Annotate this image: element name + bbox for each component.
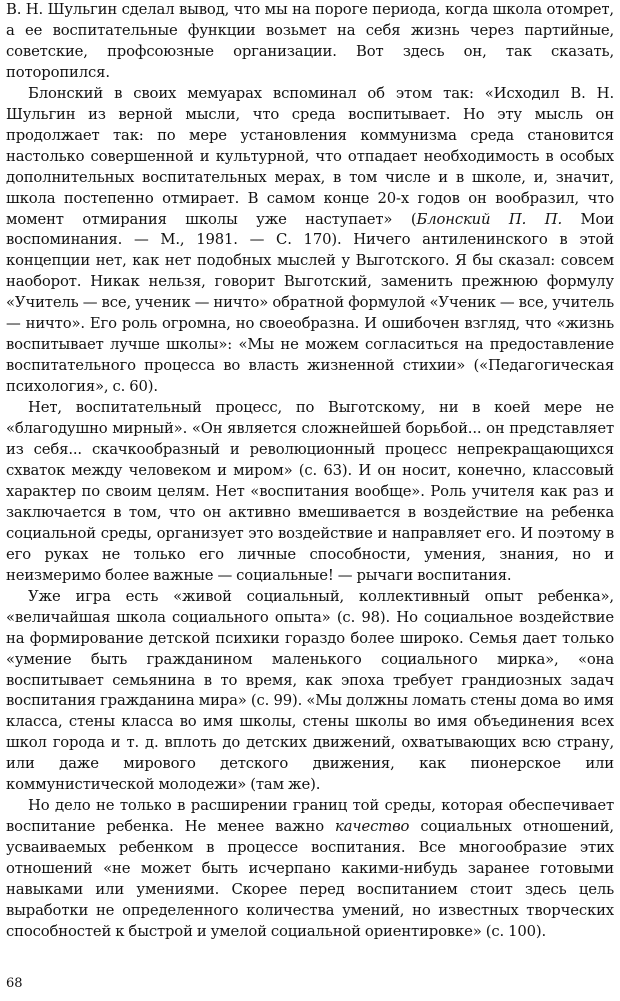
text-segment: Но дело не только в расширении границ той среды, которая обеспечивает воспитание ребенка. Не менее важно	[6, 797, 614, 836]
page-number: 68	[6, 976, 23, 991]
text-segment: Нет, воспитательный процесс, по Выготскому, ни в коей мере не «благодушно мирный». «Он является сложнейшей борьбой... он представляет из себя... скачкообразный и революционный процесс непрекращающихся схваток между человеком и миром» (с. 63). И он носит, конечно, классовый характер по своим целям. Нет «воспитания вообще». Роль учителя как раз и заключается в том, что он активно вмешивается в воздействие на ребенка социальной среды, организует это воздействие и направляет его. И поэтому в его руках не только его личные способности, умения, знания, но и неизмеримо более важные — социальные! — рычаги воспитания.	[6, 399, 614, 584]
italic-text-segment: Блонский П. П.	[416, 210, 563, 228]
paragraph	[6, 587, 614, 797]
paragraph	[6, 398, 614, 587]
body-text	[6, 0, 614, 943]
italic-text-segment: качество	[335, 818, 410, 836]
text-segment: социальных отношений, усваиваемых ребенком в процессе воспитания. Все многообразие этих отношений «не может быть исчерпано какими-нибудь заранее готовыми навыками или умениями. Скорее перед воспитанием стоит здесь цель выработки не определенного количества умений, но известных творческих способностей к быстрой и умелой социальной ориентировке» (с. 100).	[6, 818, 614, 940]
text-segment: Мои воспоминания. — М., 1981. — С. 170). Ничего антиленинского в этой концепции нет, как нет подобных мыслей у Выготского. Я бы сказал: совсем наоборот. Никак нельзя, говорит Выготский, заменить прежнюю формулу «Учитель — все, ученик — ничто» обратной формулой «Ученик — все, учитель — ничто». Его роль огромна, но своеобразна. И ошибочен взгляд, что «жизнь воспитывает лучше школы»: «Мы не можем согласиться на предоставление воспитательного процесса во власть жизненной стихии» («Педагогическая психология», с. 60).	[6, 210, 615, 396]
paragraph	[6, 84, 614, 398]
paragraph	[6, 0, 614, 84]
text-segment: Блонский в своих мемуарах вспоминал об этом так: «Исходил В. Н. Шульгин из верной мысли, что среда воспитывает. Но эту мысль он продолжает так: по мере установления коммунизма среда становится настолько совершенной и культурной, что отпадает необходимость в особых дополнительных воспитательных мерах, в том числе и в школе, и, значит, школа постепенно отмирает. В самом конце 20-х годов он вообразил, что момент отмирания школы уже наступает» (	[6, 84, 614, 228]
paragraph	[6, 796, 614, 943]
text-segment: Уже игра есть «живой социальный, коллективный опыт ребенка», «величайшая школа социального опыта» (с. 98). Но социальное воздействие на формирование детской психики гораздо более широко. Семья дает только «умение быть гражданином маленького социального мирка», «она воспитывает семьянина в то время, как эпоха требует грандиозных задач воспитания гражданина мира» (с. 99). «Мы должны ломать стены дома во имя класса, стены класса во имя школы, стены школы во имя объединения всех школ города и т. д. вплоть до детских движений, охватывающих всю страну, или даже мирового детского движения, как пионерское или коммунистической молодежи» (там же).	[6, 587, 614, 794]
text-segment: В. Н. Шульгин сделал вывод, что мы на пороге периода, когда школа отомрет, а ее воспитательные функции возьмет на себя жизнь через партийные, советские, профсоюзные организации. Вот здесь он, так сказать, поторопился.	[6, 1, 614, 81]
